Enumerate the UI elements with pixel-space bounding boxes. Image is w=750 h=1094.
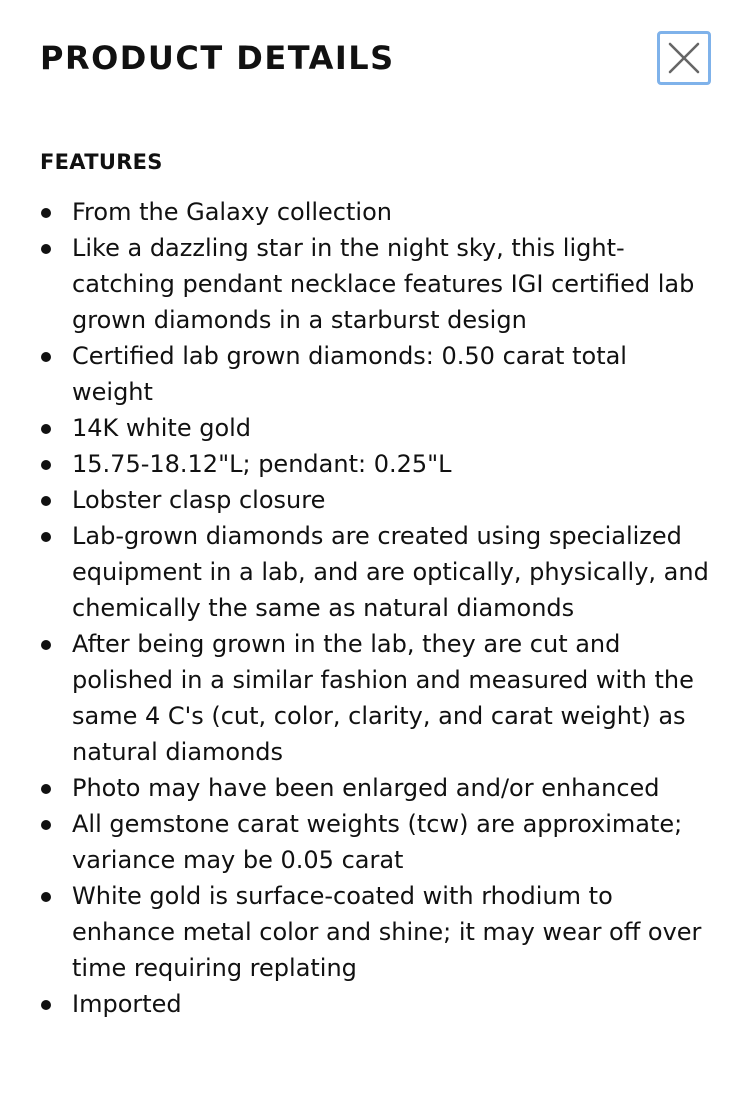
close-icon <box>667 41 701 75</box>
list-item-text: White gold is surface-coated with rhodium to enhance metal color and shine; it may wear off over time requiring replating <box>72 882 702 982</box>
page-title: PRODUCT DETAILS <box>40 39 395 77</box>
bullet-icon <box>41 460 51 470</box>
bullet-icon <box>41 244 51 254</box>
list-item-text: Certified lab grown diamonds: 0.50 carat total weight <box>72 342 627 406</box>
list-item <box>72 194 712 230</box>
bullet-icon <box>41 640 51 650</box>
list-item <box>72 626 712 770</box>
list-item-text: Lab-grown diamonds are created using specialized equipment in a lab, and are optically, physically, and chemically the same as natural diamonds <box>72 522 709 622</box>
list-item-text: Lobster clasp closure <box>72 486 326 514</box>
bullet-icon <box>41 892 51 902</box>
bullet-icon <box>41 532 51 542</box>
features-list <box>72 194 712 1022</box>
list-item <box>72 770 712 806</box>
list-item <box>72 518 712 626</box>
list-item-text: From the Galaxy collection <box>72 198 392 226</box>
modal-header <box>40 36 750 86</box>
list-item <box>72 410 712 446</box>
features-heading: FEATURES <box>40 150 163 174</box>
bullet-icon <box>41 1000 51 1010</box>
list-item-text: 15.75-18.12"L; pendant: 0.25"L <box>72 450 452 478</box>
list-item-text: Like a dazzling star in the night sky, this light-catching pendant necklace features IGI certified lab grown diamonds in a starburst design <box>72 234 695 334</box>
bullet-icon <box>41 496 51 506</box>
list-item <box>72 986 712 1022</box>
list-item <box>72 446 712 482</box>
list-item-text: All gemstone carat weights (tcw) are approximate; variance may be 0.05 carat <box>72 810 683 874</box>
list-item <box>72 338 712 410</box>
bullet-icon <box>41 424 51 434</box>
list-item <box>72 806 712 878</box>
bullet-icon <box>41 208 51 218</box>
list-item-text: Imported <box>72 990 182 1018</box>
list-item <box>72 230 712 338</box>
list-item-text: Photo may have been enlarged and/or enhanced <box>72 774 660 802</box>
list-item-text: 14K white gold <box>72 414 252 442</box>
bullet-icon <box>41 820 51 830</box>
bullet-icon <box>41 784 51 794</box>
list-item <box>72 482 712 518</box>
bullet-icon <box>41 352 51 362</box>
list-item <box>72 878 712 986</box>
list-item-text: After being grown in the lab, they are cut and polished in a similar fashion and measured with the same 4 C's (cut, color, clarity, and carat weight) as natural diamonds <box>72 630 694 766</box>
close-button[interactable] <box>657 31 711 85</box>
